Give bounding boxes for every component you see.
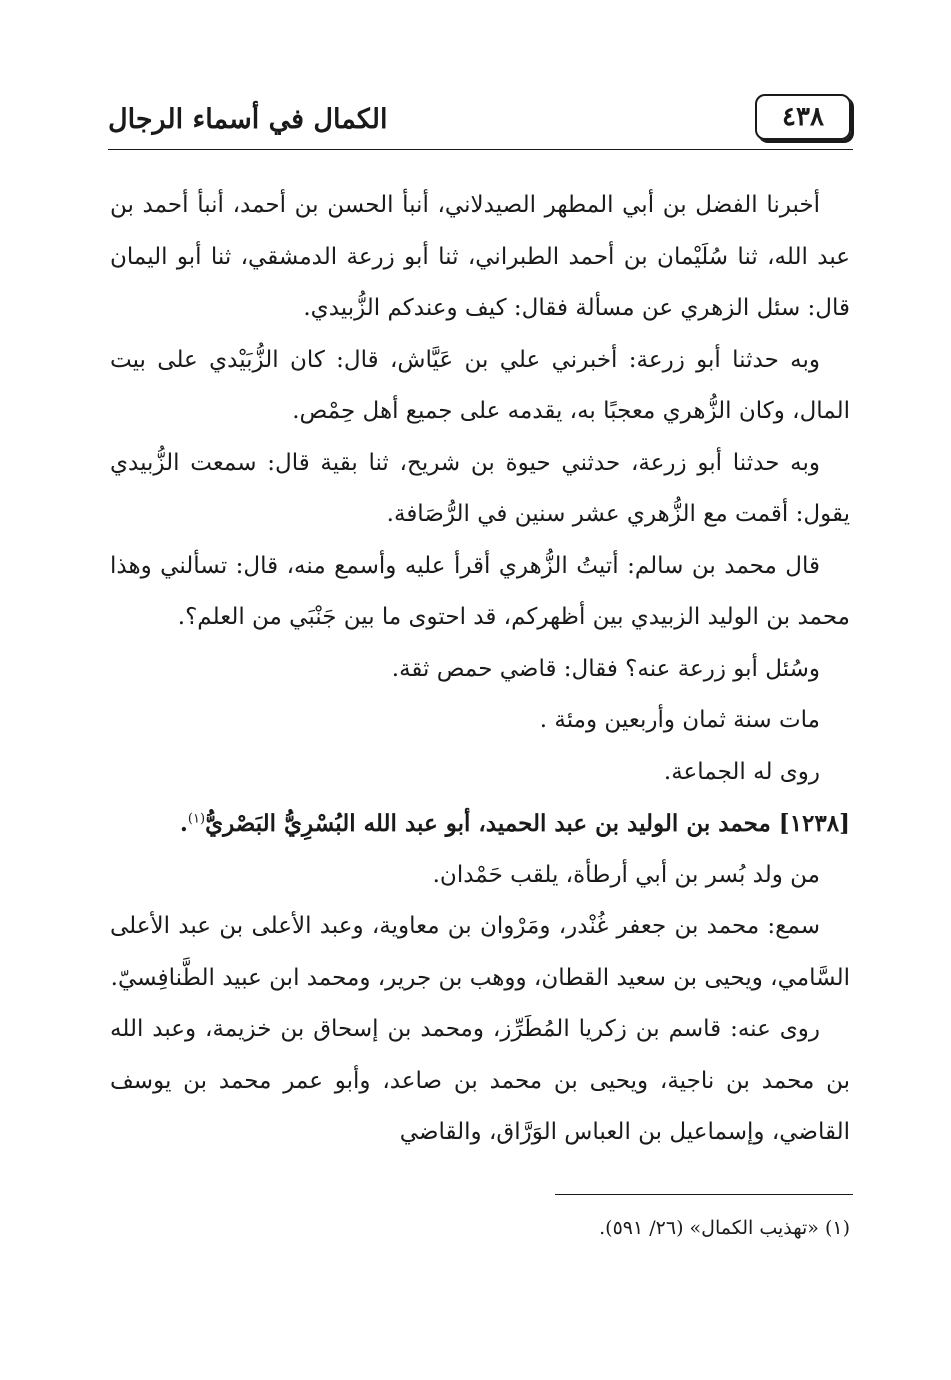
header-rule: [108, 149, 853, 150]
running-title: الكمال في أسماء الرجال: [108, 104, 388, 135]
entry-heading: [110, 798, 850, 850]
page-header: [108, 92, 853, 152]
paragraph-lineage: من ولد بُسر بن أبي أرطأة، يلقب حَمْدان.: [432, 861, 820, 888]
paragraph-ali-ibn-ayyash: وبه حدثنا أبو زرعة: أخبرني علي بن عَيَّاش، قال: كان الزُّبَيْدي على بيت المال، وكان الزُّهري معجبًا به، يقدمه على جميع أهل حِمْص.: [110, 346, 850, 424]
footnote: (١) «تهذيب الكمال» (٢٦/ ٥٩١).: [599, 1217, 850, 1239]
page-number: ٤٣٨: [755, 94, 851, 140]
paragraph-muhammad-ibn-salim: قال محمد بن سالم: أتيتُ الزُّهري أقرأ عليه وأسمع منه، قال: تسألني وهذا محمد بن الوليد الزبيدي بين أظهركم، قد احتوى ما بين جَنْبَي من العلم؟.: [110, 552, 850, 630]
paragraph-teachers: سمع: محمد بن جعفر غُنْدر، ومَرْوان بن معاوية، وعبد الأعلى بن عبد الأعلى السَّامي، ويحيى بن سعيد القطان، ووهب بن جرير، ومحمد ابن عبيد الطَّنافِسيّ.: [110, 913, 850, 991]
footnote-ref: (١): [187, 811, 206, 827]
page-body: [110, 180, 850, 1159]
paragraph-abu-zura: وسُئل أبو زرعة عنه؟ فقال: قاضي حمص ثقة.: [391, 655, 820, 682]
paragraph-death: مات سنة ثمان وأربعين ومئة .: [539, 707, 820, 733]
paragraph-narrators: روى له الجماعة.: [663, 758, 820, 785]
paragraph-hayawa: وبه حدثنا أبو زرعة، حدثني حيوة بن شريح، ثنا بقية قال: سمعت الزُّبيدي يقول: أقمت مع الزُّهري عشر سنين في الرُّصَافة.: [110, 449, 850, 527]
footnote-rule: [555, 1194, 853, 1195]
paragraph-students: روى عنه: قاسم بن زكريا المُطَرِّز، ومحمد بن إسحاق بن خزيمة، وعبد الله بن محمد بن ناجية، ويحيى بن محمد بن صاعد، وأبو عمر محمد بن يوسف القاضي، وإسماعيل بن العباس الوَرَّاق، والقاضي: [110, 1016, 850, 1145]
entry-heading-end: .: [179, 810, 188, 837]
paragraph-isnad: أخبرنا الفضل بن أبي المطهر الصيدلاني، أنبأ الحسن بن أحمد، أنبأ أحمد بن عبد الله، ثنا سُلَيْمان بن أحمد الطبراني، ثنا أبو زرعة الدمشقي، ثنا أبو اليمان قال: سئل الزهري عن مسألة فقال: كيف وعندكم الزُّبيدي.: [110, 192, 850, 321]
entry-heading-text: [١٢٣٨] محمد بن الوليد بن عبد الحميد، أبو عبد الله البُسْرِيُّ البَصْريُّ: [205, 810, 850, 837]
